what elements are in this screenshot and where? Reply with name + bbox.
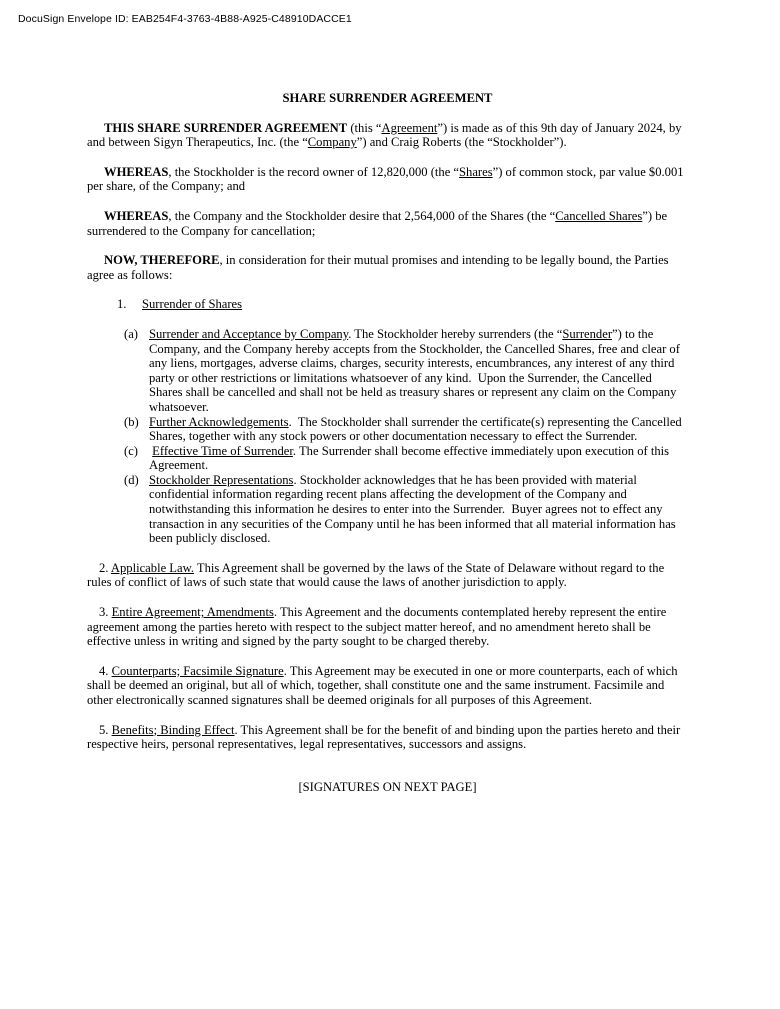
lettered-list-item bbox=[87, 415, 688, 444]
text-run: ”) is made as of this 9th day of January 2024, by and between Sigyn Therapeutics, Inc. (the “ bbox=[87, 120, 685, 150]
lettered-list-item bbox=[87, 473, 688, 546]
text-run: ”) be surrendered to the Company for cancellation; bbox=[87, 208, 671, 238]
defined-term: Effective Time of Surrender bbox=[152, 443, 293, 458]
text-run: 4. bbox=[99, 663, 112, 678]
text-run: (this “ bbox=[347, 120, 382, 135]
paragraph bbox=[87, 253, 688, 282]
text-run: 2. bbox=[99, 560, 111, 575]
list-marker: (d) bbox=[124, 472, 139, 487]
text-run: . The Stockholder hereby surrenders (the “ bbox=[348, 326, 563, 341]
document-paragraphs bbox=[87, 121, 688, 795]
defined-term: Further Acknowledgements bbox=[149, 414, 289, 429]
text-run: [SIGNATURES ON NEXT PAGE] bbox=[298, 779, 477, 794]
document-title: SHARE SURRENDER AGREEMENT bbox=[282, 91, 493, 105]
text-run: WHEREAS bbox=[104, 164, 169, 179]
defined-term: Cancelled Shares bbox=[555, 208, 643, 223]
text-run: WHEREAS bbox=[104, 208, 169, 223]
paragraph bbox=[87, 165, 688, 194]
text-run: , the Stockholder is the record owner of 12,820,000 (the “ bbox=[168, 164, 460, 179]
defined-term: Agreement bbox=[381, 120, 438, 135]
docusign-envelope-id: DocuSign Envelope ID: EAB254F4-3763-4B88-A925-C48910DACCE1 bbox=[18, 13, 352, 25]
defined-term: Surrender bbox=[562, 326, 613, 341]
paragraph bbox=[87, 209, 688, 238]
list-marker: (c) bbox=[124, 443, 138, 458]
numbered-paragraph bbox=[87, 723, 688, 752]
text-run: ”) to the Company, and the Company hereby accepts from the Stockholder, the Cancelled Shares, free and clear of any liens, mortgages, adverse claims, charges, security interests, encumbrances, any interest of any third party or other restrictions or limitations whatsoever of any kind. Upon the Surrender, the Cancelled Shares shall be cancelled and shall not be held as treasury shares or represent any claim on the Company whatsoever. bbox=[149, 326, 684, 414]
text-run: ”) and Craig Roberts (the “Stockholder”). bbox=[356, 135, 567, 150]
list-marker: (a) bbox=[124, 326, 138, 341]
defined-term: Applicable Law. bbox=[110, 560, 195, 575]
text-run: 5. bbox=[99, 722, 112, 737]
list-marker: (b) bbox=[124, 414, 139, 429]
text-run: . The Surrender shall become effective immediately upon execution of this Agreement. bbox=[149, 443, 672, 473]
numbered-paragraph bbox=[87, 605, 688, 649]
paragraph bbox=[87, 121, 688, 150]
text-run: . Stockholder acknowledges that he has been provided with material confidential information regarding recent plans affecting the development of the Company and notwithstanding this information he desires to enter into the Surrender. Buyer agrees not to effect any transaction in any securities of the Company until he has been informed that all material information has been publicly disclosed. bbox=[149, 472, 679, 546]
numbered-paragraph bbox=[87, 664, 688, 708]
defined-term: Surrender and Acceptance by Company bbox=[149, 326, 349, 341]
lettered-list-item bbox=[87, 327, 688, 415]
defined-term: Entire Agreement; Amendments bbox=[111, 605, 274, 620]
text-run: THIS SHARE SURRENDER AGREEMENT bbox=[104, 120, 348, 135]
text-run: ”) of common stock, par value $0.001 per share, of the Company; and bbox=[87, 164, 687, 194]
text-run: . This Agreement may be executed in one or more counterparts, each of which shall be deemed an original, but all of which, together, shall constitute one and the same instrument. Facsimile and other electronically scanned signatures shall be deemed originals for all purposes of this Agreement. bbox=[87, 663, 681, 707]
centered-line bbox=[87, 780, 688, 795]
text-run: . The Stockholder shall surrender the certificate(s) representing the Cancelled Shares, together with any stock powers or other documentation necessary to effect the Surrender. bbox=[149, 414, 685, 444]
numbered-paragraph bbox=[87, 561, 688, 590]
defined-term: Benefits; Binding Effect bbox=[111, 722, 235, 737]
text-run: NOW, THEREFORE bbox=[104, 253, 220, 268]
text-run: This Agreement shall be governed by the laws of the State of Delaware without regard to the rules of conflict of laws of such state that would cause the laws of another jurisdiction to apply. bbox=[87, 560, 668, 590]
text-run: , the Company and the Stockholder desire that 2,564,000 of the Shares (the “ bbox=[168, 208, 556, 223]
list-marker: 1. bbox=[117, 297, 127, 312]
lettered-list-item bbox=[87, 444, 688, 473]
text-run: 3. bbox=[99, 605, 112, 620]
text-run: , in consideration for their mutual promises and intending to be legally bound, the Parties agree as follows: bbox=[87, 253, 672, 282]
defined-term: Stockholder Representations bbox=[149, 472, 294, 487]
text-run: . This Agreement and the documents contemplated hereby represent the entire agreement among the parties hereto with respect to the subject matter hereof, and no amendment hereto shall be effective unless in writing and signed by the party sought to be charged thereby. bbox=[87, 605, 670, 649]
document-body bbox=[87, 91, 688, 794]
defined-term: Shares bbox=[459, 164, 493, 179]
text-run: . This Agreement shall be for the benefit of and binding upon the parties hereto and their respective heirs, personal representatives, legal representatives, successors and assigns. bbox=[87, 722, 684, 752]
defined-term: Company bbox=[307, 135, 357, 150]
defined-term: Surrender of Shares bbox=[142, 297, 243, 312]
defined-term: Counterparts; Facsimile Signature bbox=[111, 663, 284, 678]
numbered-list-item bbox=[87, 297, 688, 312]
